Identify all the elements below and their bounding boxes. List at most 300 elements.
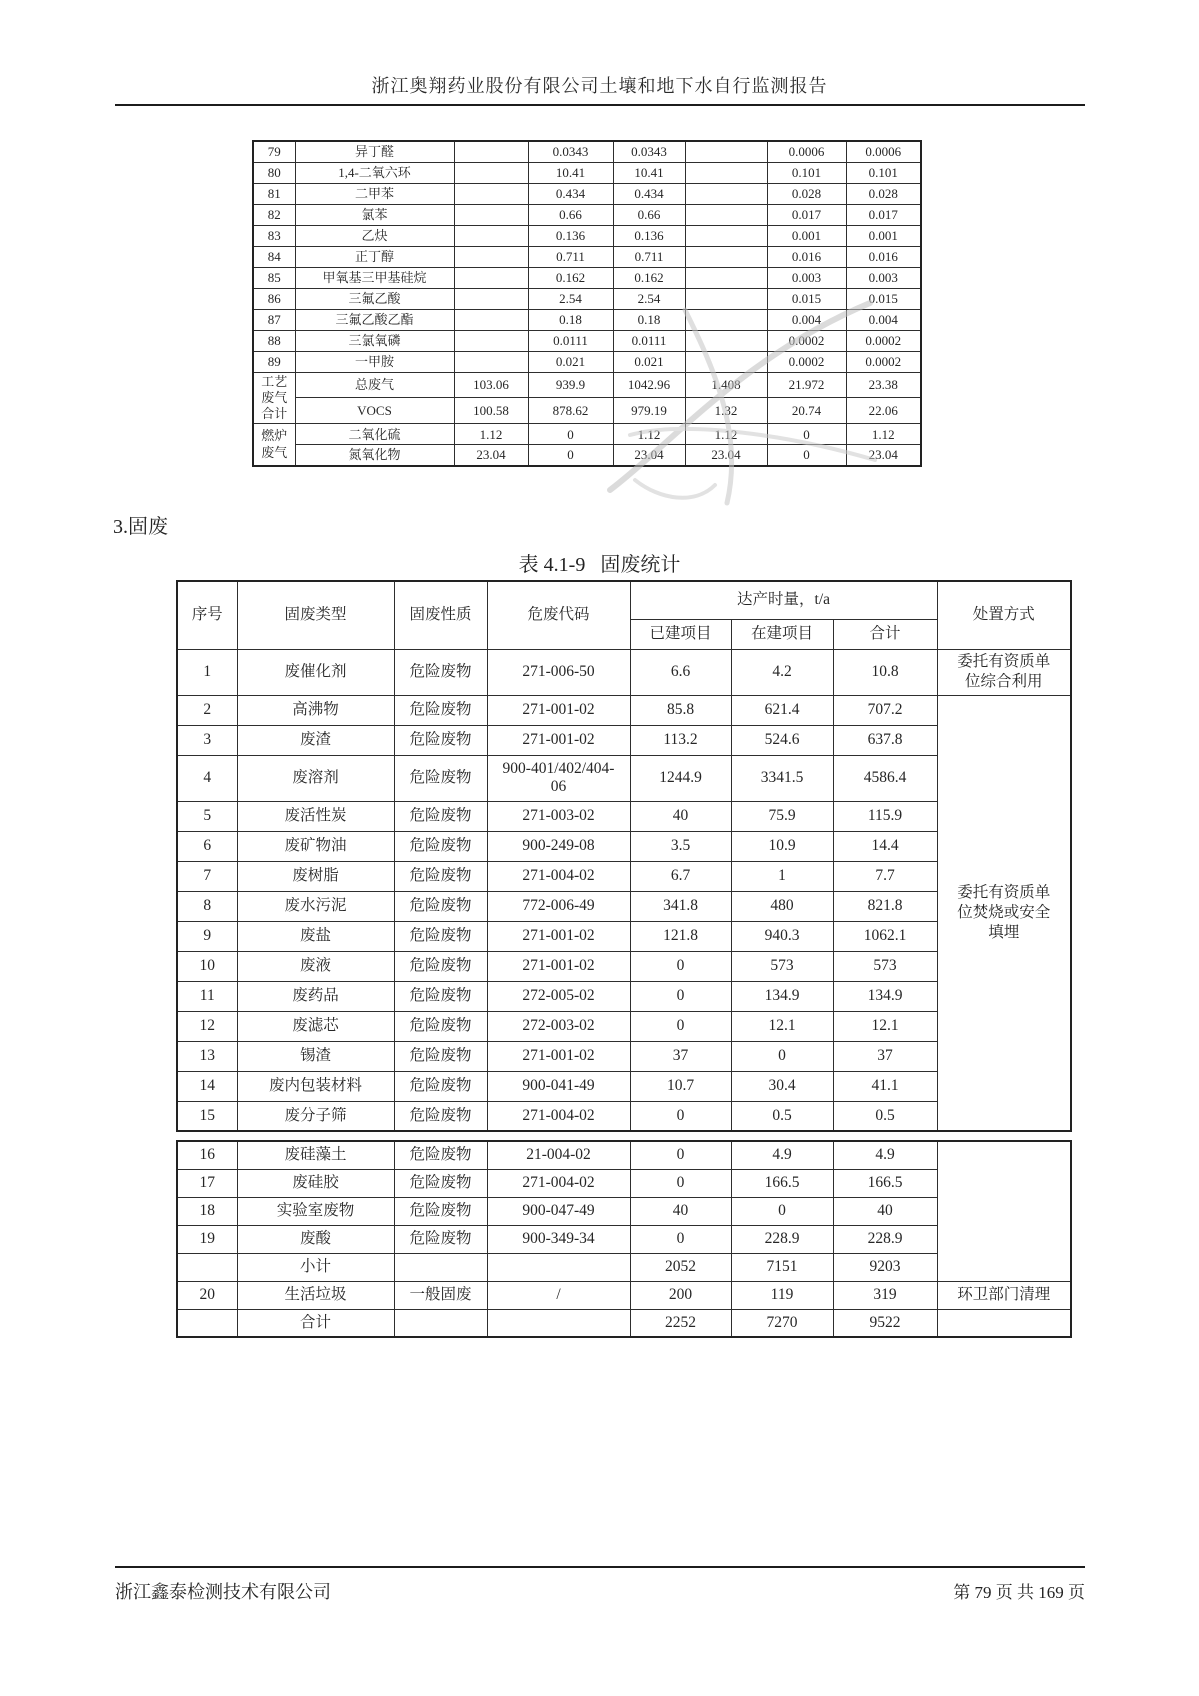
cell-built: 10.7	[630, 1071, 731, 1101]
cell-code: 900-249-08	[487, 831, 630, 861]
value-cell: 0.017	[767, 204, 846, 225]
cell-no: 15	[177, 1101, 237, 1131]
cell-type: 生活垃圾	[237, 1281, 394, 1309]
cell-nature: 危险废物	[394, 695, 487, 725]
cell-type: 废树脂	[237, 861, 394, 891]
solid-waste-row	[177, 981, 1071, 1011]
cell-code: 21-004-02	[487, 1141, 630, 1169]
cell-type: 锡渣	[237, 1041, 394, 1071]
cell-type: 废液	[237, 951, 394, 981]
cell-code: 271-004-02	[487, 1101, 630, 1131]
cell-built: 1244.9	[630, 755, 731, 801]
cell-built: 0	[630, 1101, 731, 1131]
cell-under: 1	[731, 861, 833, 891]
cell-code: 900-047-49	[487, 1197, 630, 1225]
value-cell: 0.003	[767, 267, 846, 288]
substance-name-cell: 三氟乙酸乙酯	[295, 309, 454, 330]
solid-waste-row	[177, 1281, 1071, 1309]
cell-nature: 危险废物	[394, 1169, 487, 1197]
solid-waste-table-part2	[176, 1140, 1072, 1338]
cell-no	[177, 1309, 237, 1337]
substance-name-cell: 氮氧化物	[295, 445, 454, 466]
cell-nature: 危险废物	[394, 861, 487, 891]
emission-summary-row	[253, 372, 921, 398]
row-number-cell: 79	[253, 141, 295, 162]
cell-total: 41.1	[833, 1071, 937, 1101]
value-cell: 0.66	[528, 204, 613, 225]
cell-disposal	[937, 1309, 1071, 1337]
solid-waste-row	[177, 725, 1071, 755]
cell-nature: 危险废物	[394, 1011, 487, 1041]
solid-waste-row	[177, 1309, 1071, 1337]
value-cell	[454, 330, 528, 351]
cell-no: 8	[177, 891, 237, 921]
value-cell	[454, 309, 528, 330]
cell-nature: 危险废物	[394, 981, 487, 1011]
cell-code: 272-005-02	[487, 981, 630, 1011]
value-cell: 0	[767, 424, 846, 445]
cell-type: 废活性炭	[237, 801, 394, 831]
row-number-cell: 88	[253, 330, 295, 351]
row-number-cell: 87	[253, 309, 295, 330]
value-cell: 0.0343	[528, 141, 613, 162]
value-cell	[685, 309, 767, 330]
cell-total: 10.8	[833, 649, 937, 695]
value-cell: 20.74	[767, 398, 846, 424]
cell-total: 9522	[833, 1309, 937, 1337]
cell-total: 12.1	[833, 1011, 937, 1041]
row-number-cell: 83	[253, 225, 295, 246]
cell-disposal: 环卫部门清理	[937, 1281, 1071, 1309]
col-header-total: 合计	[833, 619, 937, 649]
cell-nature	[394, 1309, 487, 1337]
cell-under: 940.3	[731, 921, 833, 951]
value-cell: 1.408	[685, 372, 767, 398]
value-cell: 0.434	[528, 183, 613, 204]
cell-code: 900-041-49	[487, 1071, 630, 1101]
value-cell: 0.0002	[767, 330, 846, 351]
cell-built: 0	[630, 981, 731, 1011]
cell-nature: 危险废物	[394, 1041, 487, 1071]
cell-type: 废催化剂	[237, 649, 394, 695]
group-label-cell: 工艺废气合计	[253, 372, 295, 424]
cell-under: 228.9	[731, 1225, 833, 1253]
cell-code: 900-349-34	[487, 1225, 630, 1253]
cell-nature: 危险废物	[394, 1071, 487, 1101]
value-cell: 979.19	[613, 398, 685, 424]
cell-no: 16	[177, 1141, 237, 1169]
header-rule	[115, 104, 1085, 106]
emission-row	[253, 267, 921, 288]
value-cell: 10.41	[613, 162, 685, 183]
emission-row	[253, 309, 921, 330]
value-cell: 0.028	[767, 183, 846, 204]
cell-nature: 危险废物	[394, 921, 487, 951]
cell-built: 0	[630, 1011, 731, 1041]
table-caption: 表 4.1-9 固废统计	[518, 554, 681, 576]
col-header-built: 已建项目	[630, 619, 731, 649]
value-cell: 878.62	[528, 398, 613, 424]
value-cell: 0.015	[767, 288, 846, 309]
value-cell	[454, 246, 528, 267]
solid-waste-row	[177, 755, 1071, 801]
cell-total: 37	[833, 1041, 937, 1071]
cell-type: 废水污泥	[237, 891, 394, 921]
substance-name-cell: 二氧化硫	[295, 424, 454, 445]
solid-waste-row	[177, 1225, 1071, 1253]
solid-waste-row	[177, 921, 1071, 951]
value-cell	[685, 351, 767, 372]
cell-no: 6	[177, 831, 237, 861]
value-cell: 21.972	[767, 372, 846, 398]
cell-total: 573	[833, 951, 937, 981]
cell-under: 573	[731, 951, 833, 981]
value-cell: 0.136	[613, 225, 685, 246]
cell-no: 3	[177, 725, 237, 755]
cell-built: 6.7	[630, 861, 731, 891]
value-cell: 0.0002	[846, 351, 921, 372]
emission-summary-row	[253, 398, 921, 424]
row-number-cell: 84	[253, 246, 295, 267]
value-cell: 1.12	[613, 424, 685, 445]
solid-waste-row	[177, 891, 1071, 921]
value-cell: 0.711	[528, 246, 613, 267]
cell-no: 9	[177, 921, 237, 951]
cell-type: 小计	[237, 1253, 394, 1281]
cell-type: 废硅藻土	[237, 1141, 394, 1169]
cell-type: 废酸	[237, 1225, 394, 1253]
value-cell: 0	[767, 445, 846, 466]
value-cell: 0.015	[846, 288, 921, 309]
cell-no: 12	[177, 1011, 237, 1041]
value-cell	[454, 162, 528, 183]
cell-nature: 危险废物	[394, 1101, 487, 1131]
col-header-disposal: 处置方式	[937, 581, 1071, 649]
cell-total: 7.7	[833, 861, 937, 891]
cell-code: 271-003-02	[487, 801, 630, 831]
col-header-no: 序号	[177, 581, 237, 649]
substance-name-cell: 氯苯	[295, 204, 454, 225]
cell-total: 4.9	[833, 1141, 937, 1169]
solid-waste-row	[177, 1169, 1071, 1197]
solid-waste-row	[177, 1041, 1071, 1071]
cell-nature: 危险废物	[394, 1141, 487, 1169]
col-header-type: 固废类型	[237, 581, 394, 649]
value-cell	[685, 141, 767, 162]
cell-total: 0.5	[833, 1101, 937, 1131]
cell-code: 271-001-02	[487, 921, 630, 951]
cell-code: 271-001-02	[487, 725, 630, 755]
value-cell	[454, 267, 528, 288]
cell-code: 772-006-49	[487, 891, 630, 921]
cell-under: 4.2	[731, 649, 833, 695]
cell-code: 271-001-02	[487, 951, 630, 981]
cell-built: 341.8	[630, 891, 731, 921]
cell-nature: 一般固废	[394, 1281, 487, 1309]
solid-waste-row	[177, 1197, 1071, 1225]
value-cell: 0.434	[613, 183, 685, 204]
cell-total: 707.2	[833, 695, 937, 725]
cell-under: 0	[731, 1041, 833, 1071]
value-cell: 1042.96	[613, 372, 685, 398]
section-heading: 3.固废	[113, 516, 168, 538]
value-cell: 0	[528, 445, 613, 466]
cell-built: 6.6	[630, 649, 731, 695]
value-cell: 2.54	[613, 288, 685, 309]
cell-total: 9203	[833, 1253, 937, 1281]
value-cell	[685, 330, 767, 351]
substance-name-cell: 二甲苯	[295, 183, 454, 204]
cell-code: 271-006-50	[487, 649, 630, 695]
solid-waste-row	[177, 1011, 1071, 1041]
cell-code: 271-004-02	[487, 1169, 630, 1197]
cell-nature: 危险废物	[394, 725, 487, 755]
cell-disposal	[937, 1141, 1071, 1281]
solid-waste-table-header	[177, 581, 1071, 649]
value-cell	[685, 162, 767, 183]
value-cell	[454, 204, 528, 225]
value-cell: 0.004	[846, 309, 921, 330]
value-cell	[685, 246, 767, 267]
emission-row	[253, 351, 921, 372]
cell-type: 废内包装材料	[237, 1071, 394, 1101]
cell-built: 0	[630, 1141, 731, 1169]
cell-code: /	[487, 1281, 630, 1309]
cell-total: 637.8	[833, 725, 937, 755]
cell-built: 40	[630, 1197, 731, 1225]
cell-under: 480	[731, 891, 833, 921]
value-cell: 0.004	[767, 309, 846, 330]
value-cell: 2.54	[528, 288, 613, 309]
cell-total: 821.8	[833, 891, 937, 921]
cell-total: 14.4	[833, 831, 937, 861]
cell-type: 合计	[237, 1309, 394, 1337]
value-cell: 0.162	[528, 267, 613, 288]
value-cell: 0.001	[767, 225, 846, 246]
value-cell: 0.101	[767, 162, 846, 183]
cell-code: 271-001-02	[487, 695, 630, 725]
value-cell	[685, 204, 767, 225]
value-cell: 0.0002	[846, 330, 921, 351]
value-cell	[685, 288, 767, 309]
cell-code	[487, 1309, 630, 1337]
solid-waste-row	[177, 1141, 1071, 1169]
cell-no: 4	[177, 755, 237, 801]
col-header-under: 在建项目	[731, 619, 833, 649]
cell-total: 40	[833, 1197, 937, 1225]
cell-under: 10.9	[731, 831, 833, 861]
solid-waste-row	[177, 695, 1071, 725]
value-cell	[685, 267, 767, 288]
cell-no: 1	[177, 649, 237, 695]
cell-no: 7	[177, 861, 237, 891]
cell-nature: 危险废物	[394, 1197, 487, 1225]
cell-no: 19	[177, 1225, 237, 1253]
value-cell: 0	[528, 424, 613, 445]
row-number-cell: 89	[253, 351, 295, 372]
solid-waste-table-part1	[176, 580, 1072, 1132]
value-cell: 0.016	[767, 246, 846, 267]
solid-waste-row	[177, 1071, 1071, 1101]
value-cell: 1.12	[846, 424, 921, 445]
value-cell: 0.021	[613, 351, 685, 372]
cell-type: 高沸物	[237, 695, 394, 725]
header-row-1	[177, 581, 1071, 619]
value-cell: 0.18	[613, 309, 685, 330]
cell-under: 75.9	[731, 801, 833, 831]
cell-under: 119	[731, 1281, 833, 1309]
value-cell: 23.04	[613, 445, 685, 466]
cell-under: 30.4	[731, 1071, 833, 1101]
cell-type: 实验室废物	[237, 1197, 394, 1225]
substance-name-cell: 乙炔	[295, 225, 454, 246]
cell-total: 319	[833, 1281, 937, 1309]
row-number-cell: 85	[253, 267, 295, 288]
cell-total: 134.9	[833, 981, 937, 1011]
value-cell: 1.12	[454, 424, 528, 445]
emission-row	[253, 288, 921, 309]
solid-waste-row	[177, 861, 1071, 891]
cell-nature: 危险废物	[394, 891, 487, 921]
value-cell: 0.0111	[528, 330, 613, 351]
value-cell: 0.711	[613, 246, 685, 267]
value-cell: 23.04	[846, 445, 921, 466]
cell-type: 废分子筛	[237, 1101, 394, 1131]
cell-total: 1062.1	[833, 921, 937, 951]
row-number-cell: 82	[253, 204, 295, 225]
document-header-title: 浙江奥翔药业股份有限公司土壤和地下水自行监测报告	[371, 76, 828, 96]
cell-under: 621.4	[731, 695, 833, 725]
col-header-code: 危废代码	[487, 581, 630, 649]
solid-waste-row	[177, 1101, 1071, 1131]
cell-type: 废盐	[237, 921, 394, 951]
value-cell: 1.32	[685, 398, 767, 424]
cell-built: 200	[630, 1281, 731, 1309]
cell-built: 85.8	[630, 695, 731, 725]
substance-name-cell: VOCS	[295, 398, 454, 424]
cell-under: 7151	[731, 1253, 833, 1281]
value-cell	[454, 351, 528, 372]
cell-disposal: 委托有资质单位综合利用	[937, 649, 1071, 695]
value-cell	[685, 225, 767, 246]
footer-company: 浙江鑫泰检测技术有限公司	[115, 1582, 331, 1602]
solid-waste-row	[177, 801, 1071, 831]
emission-row	[253, 183, 921, 204]
value-cell: 23.38	[846, 372, 921, 398]
value-cell: 0.017	[846, 204, 921, 225]
substance-name-cell: 1,4-二氧六环	[295, 162, 454, 183]
footer-rule	[115, 1566, 1085, 1568]
cell-no	[177, 1253, 237, 1281]
cell-code	[487, 1253, 630, 1281]
value-cell: 0.162	[613, 267, 685, 288]
cell-nature: 危险废物	[394, 831, 487, 861]
substance-name-cell: 一甲胺	[295, 351, 454, 372]
value-cell: 100.58	[454, 398, 528, 424]
substance-name-cell: 三氯氧磷	[295, 330, 454, 351]
row-number-cell: 86	[253, 288, 295, 309]
value-cell: 23.04	[685, 445, 767, 466]
value-cell: 0.0111	[613, 330, 685, 351]
cell-nature	[394, 1253, 487, 1281]
value-cell: 0.001	[846, 225, 921, 246]
cell-built: 37	[630, 1041, 731, 1071]
group-label-cell: 燃炉废气	[253, 424, 295, 466]
col-header-nature: 固废性质	[394, 581, 487, 649]
value-cell: 0.016	[846, 246, 921, 267]
value-cell	[454, 141, 528, 162]
emission-row	[253, 246, 921, 267]
emission-summary-row	[253, 424, 921, 445]
cell-built: 0	[630, 1169, 731, 1197]
value-cell: 0.101	[846, 162, 921, 183]
cell-total: 4586.4	[833, 755, 937, 801]
footer-page-number: 第 79 页 共 169 页	[953, 1583, 1085, 1602]
cell-total: 115.9	[833, 801, 937, 831]
cell-no: 11	[177, 981, 237, 1011]
cell-built: 113.2	[630, 725, 731, 755]
cell-built: 3.5	[630, 831, 731, 861]
emission-row	[253, 204, 921, 225]
cell-built: 0	[630, 1225, 731, 1253]
row-number-cell: 80	[253, 162, 295, 183]
waste-gas-table	[252, 140, 922, 467]
cell-under: 524.6	[731, 725, 833, 755]
cell-code: 272-003-02	[487, 1011, 630, 1041]
value-cell: 10.41	[528, 162, 613, 183]
solid-waste-row	[177, 831, 1071, 861]
solid-waste-row	[177, 1253, 1071, 1281]
cell-type: 废药品	[237, 981, 394, 1011]
value-cell: 0.0343	[613, 141, 685, 162]
value-cell: 23.04	[454, 445, 528, 466]
cell-no: 17	[177, 1169, 237, 1197]
cell-nature: 危险废物	[394, 951, 487, 981]
value-cell: 939.9	[528, 372, 613, 398]
cell-no: 10	[177, 951, 237, 981]
cell-no: 20	[177, 1281, 237, 1309]
col-header-capacity: 达产时量，t/a	[630, 581, 937, 619]
cell-built: 2052	[630, 1253, 731, 1281]
cell-type: 废渣	[237, 725, 394, 755]
value-cell: 0.136	[528, 225, 613, 246]
cell-no: 13	[177, 1041, 237, 1071]
cell-nature: 危险废物	[394, 801, 487, 831]
cell-code: 900-401/402/404-06	[487, 755, 630, 801]
value-cell	[685, 183, 767, 204]
value-cell	[454, 183, 528, 204]
cell-built: 0	[630, 951, 731, 981]
cell-under: 3341.5	[731, 755, 833, 801]
cell-nature: 危险废物	[394, 649, 487, 695]
cell-no: 14	[177, 1071, 237, 1101]
cell-under: 0	[731, 1197, 833, 1225]
cell-code: 271-004-02	[487, 861, 630, 891]
cell-nature: 危险废物	[394, 755, 487, 801]
cell-under: 134.9	[731, 981, 833, 1011]
substance-name-cell: 总废气	[295, 372, 454, 398]
solid-waste-row	[177, 649, 1071, 695]
cell-no: 2	[177, 695, 237, 725]
cell-total: 166.5	[833, 1169, 937, 1197]
value-cell: 1.12	[685, 424, 767, 445]
cell-type: 废溶剂	[237, 755, 394, 801]
emission-summary-row	[253, 445, 921, 466]
emission-row	[253, 141, 921, 162]
cell-built: 2252	[630, 1309, 731, 1337]
value-cell: 103.06	[454, 372, 528, 398]
value-cell: 0.003	[846, 267, 921, 288]
